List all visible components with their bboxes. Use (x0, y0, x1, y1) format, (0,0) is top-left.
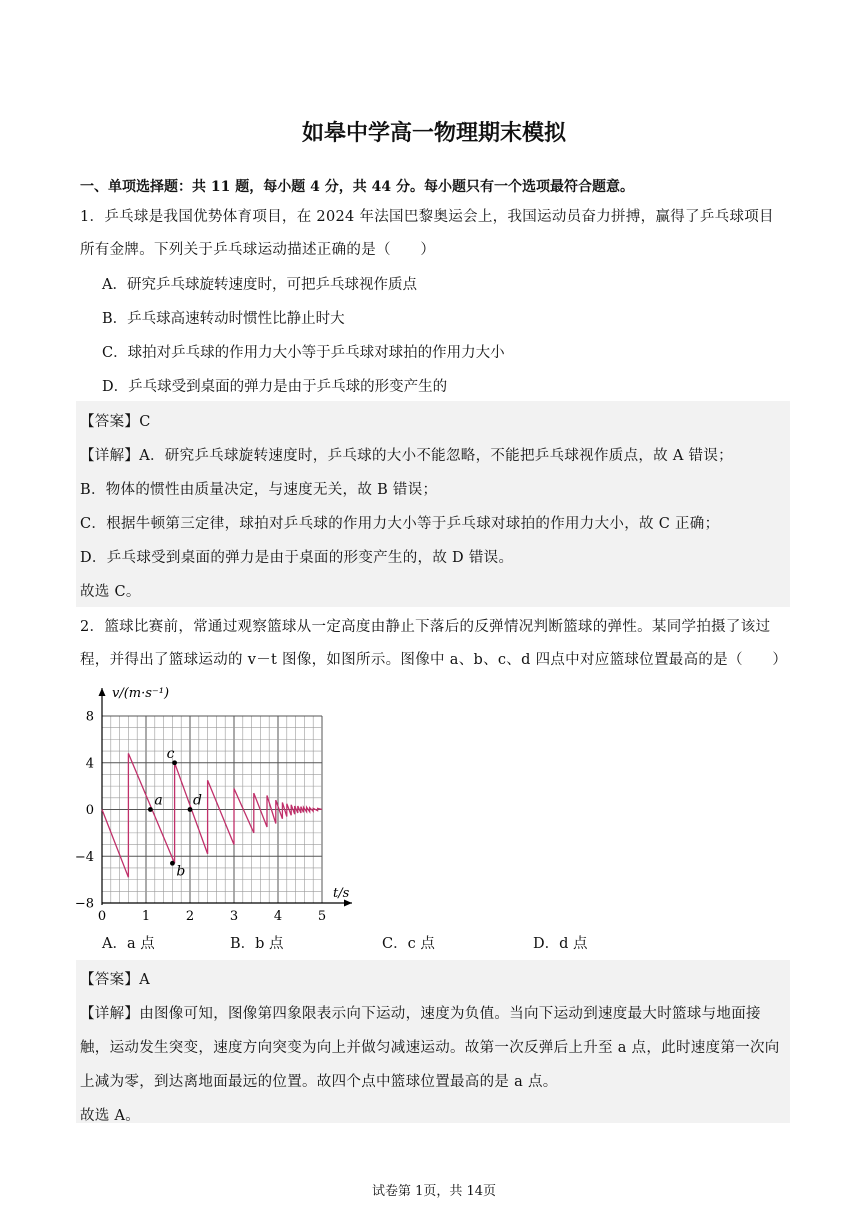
q2-option-b: B．b 点 (230, 936, 284, 952)
q1-stem-line2: 所有金牌。下列关于乒乓球运动描述正确的是（ ） (80, 242, 436, 258)
x-tick-label: 4 (273, 909, 283, 924)
q2-stem-line1: 2．篮球比赛前，常通过观察篮球从一定高度由静止下落后的反弹情况判断篮球的弹性。某同学拍摄了该过 (80, 619, 771, 635)
point-a (148, 807, 153, 812)
q1-option-a: A．研究乒乓球旋转速度时，可把乒乓球视作质点 (102, 277, 417, 293)
y-axis-label: v/(m·s⁻¹) (112, 686, 170, 701)
point-label-a: a (154, 792, 163, 809)
q1-option-d: D．乒乓球受到桌面的弹力是由于乒乓球的形变产生的 (102, 379, 448, 395)
x-tick-label: 2 (185, 909, 195, 924)
page-title: 如皋中学高一物理期末模拟 (301, 121, 566, 146)
point-d (188, 807, 193, 812)
point-b (170, 861, 175, 866)
y-tick-label: −4 (74, 849, 94, 865)
x-tick-label: 5 (317, 909, 327, 924)
chart-ticks (75, 710, 326, 925)
page-footer: 试卷第 1页，共 14页 (371, 1184, 497, 1199)
x-tick-label: 1 (141, 909, 151, 924)
y-axis-arrow (99, 688, 106, 696)
q2-option-a: A．a 点 (102, 936, 155, 952)
x-tick-label: 3 (229, 909, 239, 924)
q1-stem-line1: 1．乒乓球是我国优势体育项目，在 2024 年法国巴黎奥运会上，我国运动员奋力拼搏，赢得了乒乓球项目 (80, 209, 774, 225)
section-header: 一、单项选择题：共 11 题，每小题 4 分，共 44 分。每小题只有一个选项最符合题意。 (80, 179, 634, 195)
series-line (102, 753, 322, 880)
point-label-c: c (166, 745, 175, 762)
q2-explanation-4: 故选 A。 (80, 1108, 141, 1124)
chart-series (102, 753, 322, 880)
y-tick-label: 0 (85, 803, 94, 818)
q1-answer: 【答案】C (80, 414, 151, 430)
x-axis-label: t/s (333, 886, 350, 901)
q1-answer-box (76, 401, 790, 607)
point-label-b: b (176, 863, 186, 880)
q2-explanation-3: 上减为零，到达离地面最远的位置。故四个点中篮球位置最高的是 a 点。 (80, 1074, 558, 1090)
q1-explanation-5: 故选 C。 (80, 584, 141, 600)
q1-option-b: B．乒乓球高速转动时惯性比静止时大 (102, 311, 345, 327)
y-tick-label: 8 (85, 709, 94, 725)
q1-explanation-1: 【详解】A．研究乒乓球旋转速度时，乒乓球的大小不能忽略，不能把乒乓球视作质点，故 A 错误； (80, 448, 733, 464)
q2-answer: 【答案】A (80, 972, 150, 988)
q1-explanation-2: B．物体的惯性由质量决定，与速度无关，故 B 错误； (80, 482, 438, 498)
q1-explanation-4: D．乒乓球受到桌面的弹力是由于桌面的形变产生的，故 D 错误。 (80, 550, 514, 566)
q2-explanation-1: 【详解】由图像可知，图像第四象限表示向下运动，速度为负值。当向下运动到速度最大时篮球与地面接 (80, 1006, 761, 1022)
y-tick-label: −8 (74, 896, 94, 912)
point-label-d: d (193, 792, 202, 809)
vt-chart (60, 680, 380, 930)
y-tick-label: 4 (85, 756, 94, 772)
x-tick-label: 0 (97, 909, 107, 924)
q1-option-c: C．球拍对乒乓球的作用力大小等于乒乓球对球拍的作用力大小 (102, 345, 505, 361)
q2-stem-line2: 程，并得出了篮球运动的 v－t 图像，如图所示。图像中 a、b、c、d 四点中对应篮球位置最高的是（ ） (80, 652, 788, 668)
q2-option-c: C．c 点 (382, 936, 435, 952)
q1-explanation-3: C．根据牛顿第三定律，球拍对乒乓球的作用力大小等于乒乓球对球拍的作用力大小，故 C 正确； (80, 516, 720, 532)
q2-option-d: D．d 点 (533, 936, 588, 952)
q2-explanation-2: 触，运动发生突变，速度方向突变为向上并做匀减速运动。故第一次反弹后上升至 a 点，此时速度第一次向 (80, 1040, 780, 1056)
